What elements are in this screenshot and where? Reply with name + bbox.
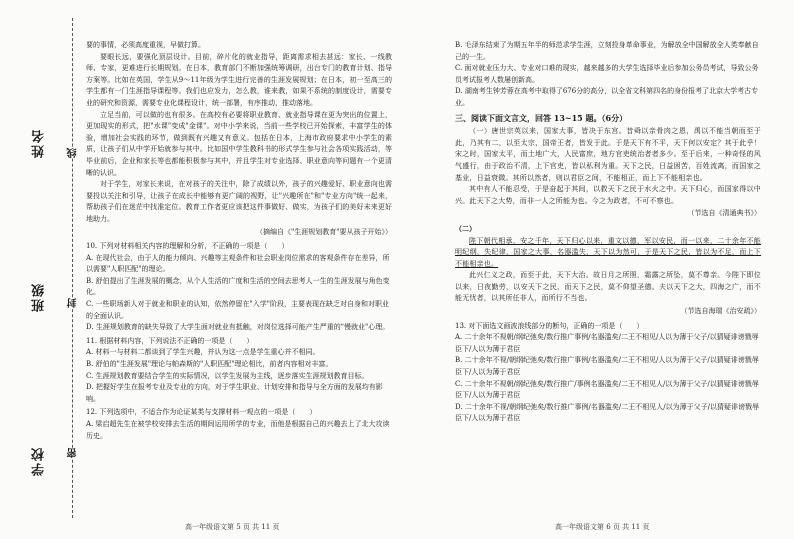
passage-paragraph: 要眼长远，要强化顶层设计。目前，碎片化的就业指导，距离需求相去甚远：家长、一线教师、专家，更难进行长期规划。在日本，教育部门不断加强统筹调研，出台专门的教育计划、指导方案等。比如在英国，学生从9～11年级为学生进行完善的生涯发展规划；在日本，初一至高三的学生都有一门生涯指导课程等。我们也应发力，怎么教，谁来教，如果不系统的制度设计，需要专业的研究和资源，需要专业化课程设计，统一部署，有序推动，推动落地。 — [86, 52, 392, 107]
passage-paragraph: 对于学生，对家长来说，在对孩子的关注中，除了成绩以外，孩子的兴趣爱好、职业意向也需要投以关注和引导，让孩子在成长中能够有更广阔的视野，让"兴趣所在"和"专业方向"统一起来，帮助孩子们在迷茫中找准定位。教育工作者更应该把这件事做好、做实，为孩子们的美好未来更好地助力。 — [86, 180, 392, 223]
passage-one-source: （节选自《清通典书》） — [687, 209, 761, 218]
passage-two-source: （节选自海瑞《治安疏》） — [680, 307, 761, 316]
question-stem: 13. 对下面选文画波浪线部分的断句，正确的一项是（ ） — [455, 321, 644, 330]
question-10 — [86, 241, 392, 334]
question-stem: 11. 根据材料内容，下列说法不正确的一项是（ ） — [86, 336, 254, 345]
option-c[interactable]: C. 生涯规划教育要结合学生的实际情况，以学生发展为主线，逐步落实生涯规划教育目标。 — [86, 371, 369, 380]
school-label: 学校 — [32, 446, 47, 476]
option-b[interactable]: B. 毛泽东结束了为期五年半的师范求学生涯，立刻投身革命事业，为解放全中国解放全人类奉献自己的一生。 — [455, 41, 759, 61]
option-d[interactable]: D. 把握好学生在报考专业及专业的方向，对于学生职业、计划安排和指导与全方面的发展均有影响。 — [86, 383, 383, 403]
option-c[interactable]: C. 面对就业压力大、专业对口难的现实，越来越多的大学生选择毕业后参加公务员考试，导致公务员考试报考人数屡创新高。 — [455, 64, 759, 84]
passage-two-label: （二） — [455, 223, 476, 233]
option-b[interactable]: B. 二十余年不视/朝纲纪弛矣/数行推广事例/名器滥矣/二王不相见/人以为薄于父子/以猜疑诽谤戮辱臣下/人以为薄于君臣 — [455, 356, 759, 377]
question-stem: 12. 下列选项中，不适合作为论证某类与支撑材料一观点的一项是（ ） — [86, 408, 317, 417]
section-title: 三、阅读下面文言文，回答 13~15 题。（6分） — [455, 112, 628, 123]
classical-passage-one: （一）唐世宗英以来，国家大事，皆决于东宫。昔舜以亲骨肉之恩，禹以不能当朝而至于此，乃其有二，以至太宗，国帝王者，皆发于此。于是天下有不平，天下何以安定？其于此乎！宋之时，国家太平，而土地广大，人民富庶，地方官吏统治者者多少。至于后来，一种奇怪的风气盛行，由于政治不清，上下官吏，皆以私利为重。天下之民，日益困苦，百姓流离，而国家之基业，日益衰微。其所以然者，则以君臣之间，不能相正，而上下不能相亲也。 — [455, 127, 761, 182]
binding-mark-line: 线 — [68, 148, 79, 158]
option-a[interactable]: A. 在现代社会，由于人的能力倾向、兴趣等主观条件和社会职业岗位需求的客观条件存在差异，所以需要"人职匹配"的理论。 — [86, 253, 390, 274]
option-b[interactable]: B. 舒伯的"生涯发展"理论与帕森斯的"人职匹配"理论相比，前者内容相对丰富。 — [86, 360, 333, 369]
option-d[interactable]: D. 湖南考生钟芳蓉在高考中取得了676分的高分，以全省文科第四名的身份报考了北京大学考古专业。 — [455, 87, 759, 107]
binding-dashed-line — [72, 18, 73, 518]
option-d[interactable]: D. 生涯规划教育的缺失导致了大学生面对就业有抵触，对岗位选择可能产生严重的"慢就业"心理。 — [86, 323, 390, 332]
option-b[interactable]: B. 舒伯提出了生涯发展的概念，从个人生活的广度和生活的空间去思考人一生的生涯发展与角色变化。 — [86, 276, 390, 297]
option-a[interactable]: A. 梁启超先生在被学校安排去生活的期间运用所学的专业，而他是根据自己的兴趣去上了北大攻读历史。 — [86, 420, 390, 440]
name-label: 姓名 — [32, 128, 47, 158]
classical-passage-one: 其中有人不能忍受，于是奋起于其间，以救天下之民于水火之中。天下归心，而国家得以中兴。此天下之大势，而非一人之所能为也。今之为政者，不可不察也。 — [455, 185, 761, 205]
passage-paragraph: 立足当前，可以做的也有很多。在高校有必要将职业教育、就业指导课在更为突出的位置上，更加现实的形式，把"水课"变成"金课"。对中小学来说，当前一些学校已开始探索，丰富学生的体验，增加社会实践的环节，做到既有兴趣又有意义。包括在日本，上海市政府要求中小学生的素质，让孩子们从中学开始就参与其中。比如国中学生教科书的形式学生参与社会各项实践活动，等毕业前后，企业和家长等也都能积极参与其中，并且学生对专业选择、职业意向等问题有一个更清晰的认识。 — [86, 110, 392, 177]
binding-mark-secret: 密 — [68, 448, 79, 458]
option-c[interactable]: C. 二十余年不视朝/纲纪弛矣/数行推广/事例名器滥矣/二王不相见人/以为薄于父子/以猜疑诽谤戮辱臣下/人以为薄于君臣 — [455, 379, 759, 400]
option-c[interactable]: C. 一些职场新人对于就业和职业的认知，依然停留在"入学"阶段，主要表现在缺乏对自身和对职业的全面认识。 — [86, 300, 389, 320]
right-page-column — [455, 40, 761, 510]
option-a[interactable]: A. 二十余年不视朝/纲纪弛矣/数行推广事例/名器滥矣/二王不相见/人以为薄于父子/以猜疑诽谤戮辱臣下/人以为薄于君臣 — [455, 333, 759, 353]
question-11 — [86, 336, 392, 406]
classical-passage-two — [455, 236, 761, 271]
wavy-underlined-text: 陛下朝代相承，安之千年，天下归心以来，重文以德，军以安民，而一以来，二十余年不能明纪纲，失纪律，国家之大事，名器滥失，天下以为然可，于是天下之民，皆以为不足，而上下不能相亲也。 — [455, 236, 761, 268]
left-page-footer: 高一年级语文第 5 页 共 11 页 — [185, 523, 280, 531]
binding-mark-seal: 封 — [68, 298, 79, 308]
option-d[interactable]: D. 二十余年不视/朝纲纪弛矣/数行推广事例/名器滥矣/二王不相见人/以为薄于父子/以猜疑诽谤戮辱臣下/人以为薄于君臣 — [455, 402, 759, 423]
passage-paragraph: 要的事情，必须高度重视，早做打算。 — [86, 41, 205, 49]
right-page-footer: 高一年级语文第 6 页 共 11 页 — [555, 523, 650, 531]
binding-margin — [0, 0, 90, 539]
question-13 — [455, 321, 761, 425]
left-page-column — [86, 40, 392, 510]
passage-source: （摘编自《"生涯规划教育"要从孩子开始》） — [256, 227, 392, 236]
class-label: 班级 — [32, 282, 47, 312]
question-12 — [86, 407, 392, 442]
question-stem: 10. 下列对材料相关内容的理解和分析，不正确的一项是（ ） — [86, 242, 289, 251]
classical-passage-two: 此兴仁义之政，而至于此，天下大治。故日月之所照，霜露之所坠，莫不尊亲。今陛下即位以来，日夜勤劳，以安天下之民，而天下之民，莫不仰望圣德。夫以天下之大，四海之广，而不能无忧者，以其所任非人，而所行不当也。 — [455, 271, 761, 303]
option-a[interactable]: A. 材料一与材料二都谈到了学生兴趣，并认为这一点是学生重心并不相同。 — [86, 348, 320, 357]
